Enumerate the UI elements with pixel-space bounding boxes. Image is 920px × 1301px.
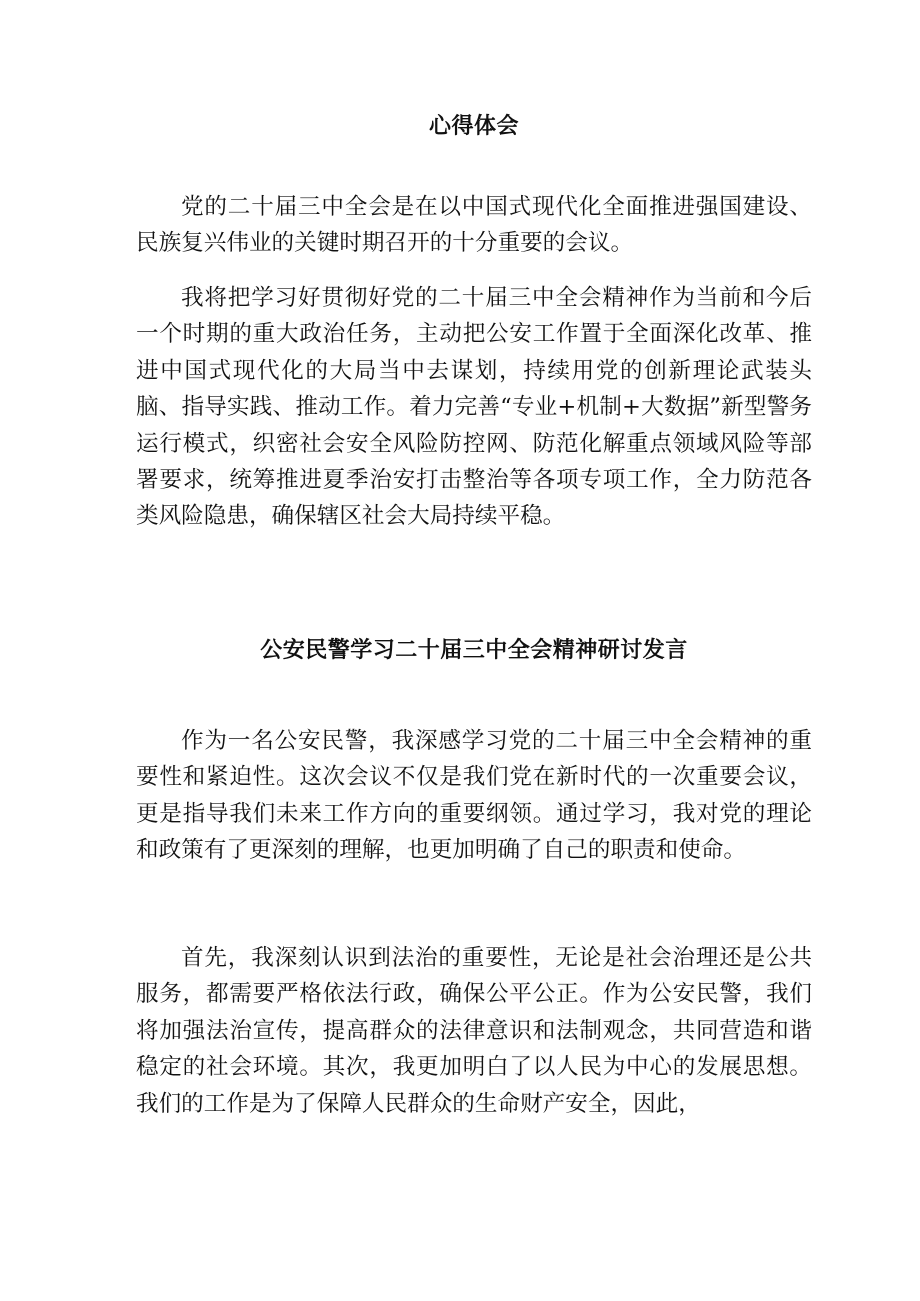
paragraph-4: 首先，我深刻认识到法治的重要性，无论是社会治理还是公共服务，都需要严格依法行政，确保公平公正。作为公安民警，我们将加强法治宣传，提高群众的法律意识和法制观念，共同营造和谐稳定的社会环境。其次，我更加明白了以人民为中心的发展思想。我们的工作是为了保障人民群众的生命财产安全，因此， (136, 945, 812, 1117)
paragraph-3: 作为一名公安民警，我深感学习党的二十届三中全会精神的重要性和紧迫性。这次会议不仅是我们党在新时代的一次重要会议，更是指导我们未来工作方向的重要纲领。通过学习，我对党的理论和政策有了更深刻的理解，也更加明确了自己的职责和使命。 (136, 728, 812, 864)
section-title-reflections: 心得体会 (428, 113, 519, 139)
paragraph-1: 党的二十届三中全会是在以中国式现代化全面推进强国建设、民族复兴伟业的关键时期召开的十分重要的会议。 (136, 194, 812, 257)
paragraph-2: 我将把学习好贯彻好党的二十届三中全会精神作为当前和今后一个时期的重大政治任务，主动把公安工作置于全面深化改革、推进中国式现代化的大局当中去谋划，持续用党的创新理论武装头脑、指导实践、推动工作。着力完善“专业+机制+大数据”新型警务运行模式，织密社会安全风险防控网、防范化解重点领域风险等部署要求，统筹推进夏季治安打击整治等各项专项工作，全力防范各类风险隐患，确保辖区社会大局持续平稳。 (136, 285, 812, 530)
section-title-police-speech: 公安民警学习二十届三中全会精神研讨发言 (260, 637, 688, 663)
